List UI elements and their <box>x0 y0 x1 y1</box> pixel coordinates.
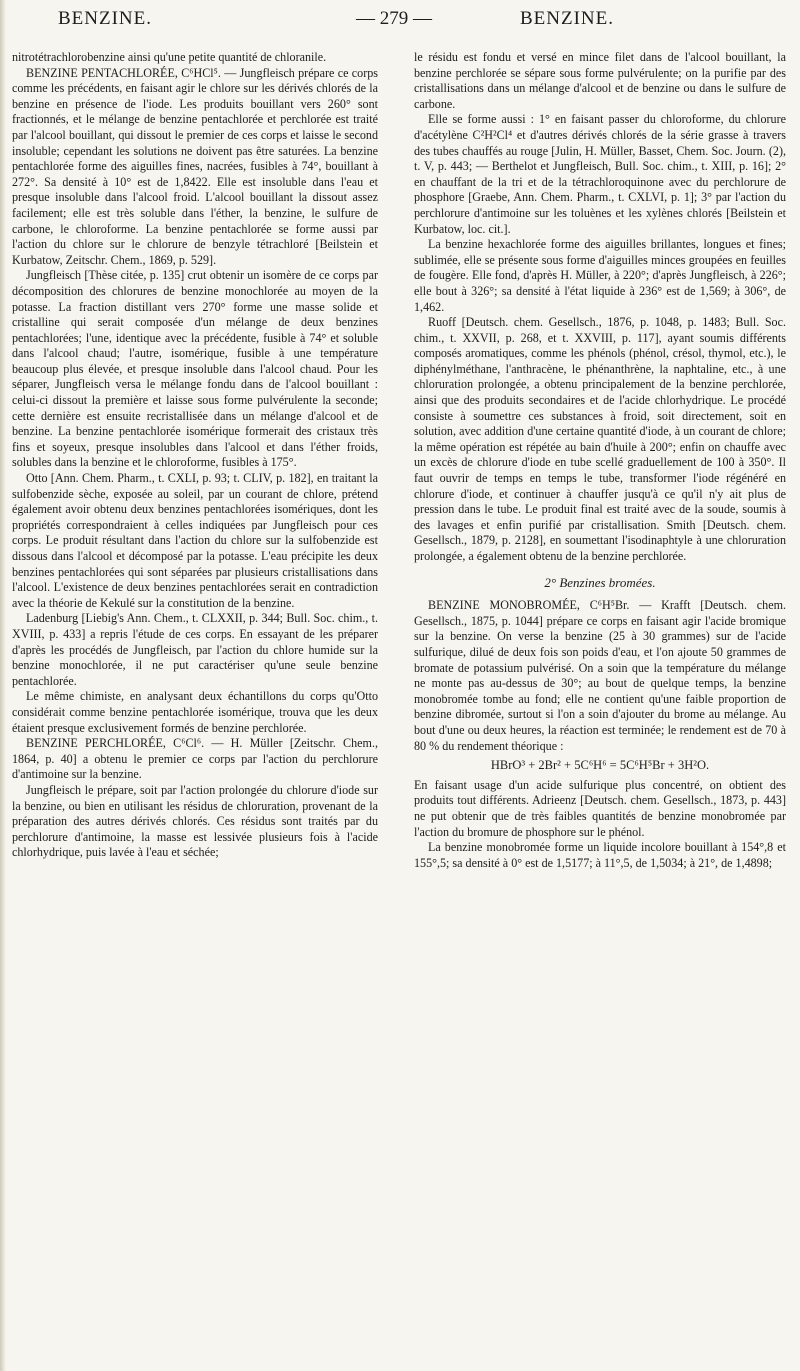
paragraph: Ruoff [Deutsch. chem. Gesellsch., 1876, p. 1048, p. 1483; Bull. Soc. chim., t. XXVII, p. 268, et t. XXVIII, p. 117], ayant soumis différents composés aromatiques, comme les phénols (phénol, crésol, thymol, etc.), le diphénylméthane, l'anthracène, le phénanthrène, la naphtaline, etc., à une chloruration prolongée, a obtenu principalement de la benzine perchlorée, ainsi que des produits secondaires et de l'acide chlorhydrique. Le procédé consiste à soumettre ces substances à froid, soit directement, soit en solution, avec addition d'une certaine quantité d'iode, à un courant de chlore; la même opération est répétée au bain d'huile à 200°; enfin on chauffe avec un excès de chlorure d'iode en tube scellé graduellement de 100 à 350°. Il faut ouvrir de temps en temps le tube, transformer l'iode régénéré en chlorure d'iode, et continuer à chauffer jusqu'à ce qu'il n'y ait plus de pression dans le tube. Le produit final est traité avec de la soude, soumis à des lavages et enfin purifié par cristallisation. Smith [Deutsch. chem. Gesellsch., 1879, p. 2128], en soumettant l'isodinaphtyle à une chloruration prolongée, a également obtenu de la benzine perchlorée. <box>414 315 786 563</box>
paragraph: BENZINE PENTACHLORÉE, C⁶HCl⁵. — Jungfleisch prépare ce corps comme les précédents, en faisant agir le chlore sur les dérivés chlorés de la benzine en présence de l'iode. Les produits bouillant vers 260° sont fractionnés, et le mélange de benzine pentachlorée et perchlorée est traité par l'alcool bouillant, qui dissout le premier de ces corps et laisse le second insoluble; cependant les solutions ne doivent pas être saturées. La benzine pentachlorée forme des aiguilles fines, nacrées, fusibles à 74°, bouillant à 272°. Sa densité à 10° est de 1,8422. Elle est insoluble dans l'eau et presque insoluble dans l'alcool froid. L'alcool bouillant la dissout assez facilement; elle est très soluble dans l'éther, la benzine, le sulfure de carbone, le chloroforme. La benzine pentachlorée se forme aussi par l'action du chlore sur le chlorure de benzyle tétrachloré [Beilstein et Kurbatow, Zeitschr. Chem., 1869, p. 529]. <box>12 65 378 267</box>
header-right-title: BENZINE. <box>520 8 615 29</box>
right-column <box>414 50 786 1350</box>
paragraph: Elle se forme aussi : 1° en faisant passer du chloroforme, du chlorure d'acétylène C²H²Cl⁴ et d'autres dérivés chlorés de la série grasse à travers des tubes chauffés au rouge [Julin, H. Müller, Basset, Chem. Soc. Journ. (2), t. V, p. 443; — Berthelot et Jungfleisch, Bull. Soc. chim., t. XIII, p. 16]; 2° en chauffant de la tri et de la tétrachloroquinone avec du perchlorure de phosphore [Graebe, Ann. Chem. Pharm., t. CXLVI, p. 1]; 3° par l'action du perchlorure d'antimoine sur les toluènes et les xylènes chlorés [Beilstein et Kurbatow, loc. cit.]. <box>414 112 786 236</box>
paragraph: Jungfleisch [Thèse citée, p. 135] crut obtenir un isomère de ce corps par décomposition des chlorures de benzine monochlorée au moyen de la potasse. La fraction distillant vers 270° forme une masse solide et cristalline qui serait composée d'un mélange de deux benzines pentachlorées; l'une, identique avec la précédente, fusible à 74° et soluble dans l'alcool chaud; l'autre, isomérique, fusible à une température beaucoup plus élevée, et presque insoluble dans l'alcool chaud. Pour les séparer, Jungfleisch versa le mélange fondu dans de l'alcool bouillant : celui-ci dissout la première et laisse sous forme pulvérulente la seconde; cette dernière est ensuite recristallisée dans un mélange d'alcool et de benzine. La benzine pentachlorée isomérique formerait des cristaux très fins et soyeux, presque insolubles dans l'alcool et dans l'éther froids, solubles dans la benzine et le chloroforme, fusibles à 175°. <box>12 268 378 470</box>
paragraph: le résidu est fondu et versé en mince filet dans de l'alcool bouillant, la benzine perchlorée se sépare sous forme pulvérulente; on la purifie par des cristallisations dans un mélange d'alcool et de benzine ou dans le sulfure de carbone. <box>414 50 786 111</box>
paragraph: La benzine hexachlorée forme des aiguilles brillantes, longues et fines; sublimée, elle se présente sous forme d'aiguilles minces groupées en feuilles de fougère. Elle fond, d'après H. Müller, à 220°; d'après Jungfleisch, à 226°; elle bout à 326°; sa densité à l'état liquide à 236° est de 1,569; à 306°, de 1,462. <box>414 237 786 314</box>
paragraph: Otto [Ann. Chem. Pharm., t. CXLI, p. 93; t. CLIV, p. 182], en traitant la sulfobenzide sèche, exposée au soleil, par un courant de chlore, prétend également avoir obtenu deux benzines pentachlorées isomériques, dont les propriétés correspondraient à celles indiquées par Jungfleisch pour ces corps. Le produit résultant dans l'action du chlore sur la sulfobenzide est dissous dans l'alcool et décomposé par la potasse. L'eau précipite les deux benzines pentachlorées qui sont séparées par plusieurs cristallisations dans l'alcool. L'existence de deux benzines pentachlorées serait en contradiction avec la théorie de Kekulé sur la constitution de la benzine. <box>12 471 378 610</box>
running-header <box>0 4 800 38</box>
page-binding-shadow <box>0 0 6 1371</box>
paragraph: La benzine monobromée forme un liquide incolore bouillant à 154°,8 et 155°,5; sa densité à 0° est de 1,5177; à 11°,5, de 1,5034; à 21°, de 1,4898; <box>414 840 786 870</box>
header-left-title: BENZINE. <box>58 8 153 29</box>
page-number: — 279 — <box>356 8 432 29</box>
paragraph: BENZINE PERCHLORÉE, C⁶Cl⁶. — H. Müller [Zeitschr. Chem., 1864, p. 40] a obtenu le premier ce corps par l'action du perchlorure d'antimoine sur la benzine. <box>12 736 378 782</box>
paragraph: Ladenburg [Liebig's Ann. Chem., t. CLXXII, p. 344; Bull. Soc. chim., t. XVIII, p. 433] a repris l'étude de ces corps. En essayant de les préparer d'après les procédés de Jungfleisch, par l'action du chlore humide sur la benzine monochlorée, il ne put caractériser qu'une seule benzine pentachlorée. <box>12 611 378 688</box>
paragraph: nitrotétrachlorobenzine ainsi qu'une petite quantité de chloranile. <box>12 50 327 64</box>
paragraph: Jungfleisch le prépare, soit par l'action prolongée du chlorure d'iode sur la benzine, ou bien en utilisant les résidus de chloruration, provenant de la préparation des autres dérivés chlorés. Ces résidus sont traités par du perchlorure d'antimoine, la masse est lessivée plusieurs fois à l'acide chlorhydrique, puis lavée à l'eau et séchée; <box>12 782 378 860</box>
chemical-equation: HBrO³ + 2Br² + 5C⁶H⁶ = 5C⁶H⁵Br + 3H²O. <box>490 758 710 773</box>
left-column <box>12 50 378 1350</box>
paragraph: Le même chimiste, en analysant deux échantillons du corps qu'Otto considérait comme benzine pentachlorée isomérique, trouva que les deux étaient presque exclusivement formés de benzine perchlorée. <box>12 689 378 735</box>
paragraph: BENZINE MONOBROMÉE, C⁶H⁵Br. — Krafft [Deutsch. chem. Gesellsch., 1875, p. 1044] prépare ce corps en faisant agir l'acide bromique sur la benzine. On verse la benzine (25 à 30 grammes) sur de l'acide sulfurique, dilué de deux fois son poids d'eau, et l'on ajoute 50 grammes de bromate de potassium pulvérisé. On a soin que la température du mélange ne monte pas au-dessus de 30°; au bout de quelque temps, la benzine monobromée tombe au fond; elle ne contient qu'une faible proportion de benzine dibromée, surtout si l'on a soin d'ajouter du brome au mélange. Au bout d'une ou deux heures, la réaction est terminée; le rendement est de 70 à 80 % du rendement théorique : <box>414 598 786 753</box>
paragraph: En faisant usage d'un acide sulfurique plus concentré, on obtient des produits tout différents. Adrieenz [Deutsch. chem. Gesellsch., 1873, p. 443] ne put obtenir que de très faibles quantités de benzine monobromée par l'action du bromure de phosphore sur le phénol. <box>414 777 786 839</box>
section-heading: 2° Benzines bromées. <box>544 574 656 590</box>
